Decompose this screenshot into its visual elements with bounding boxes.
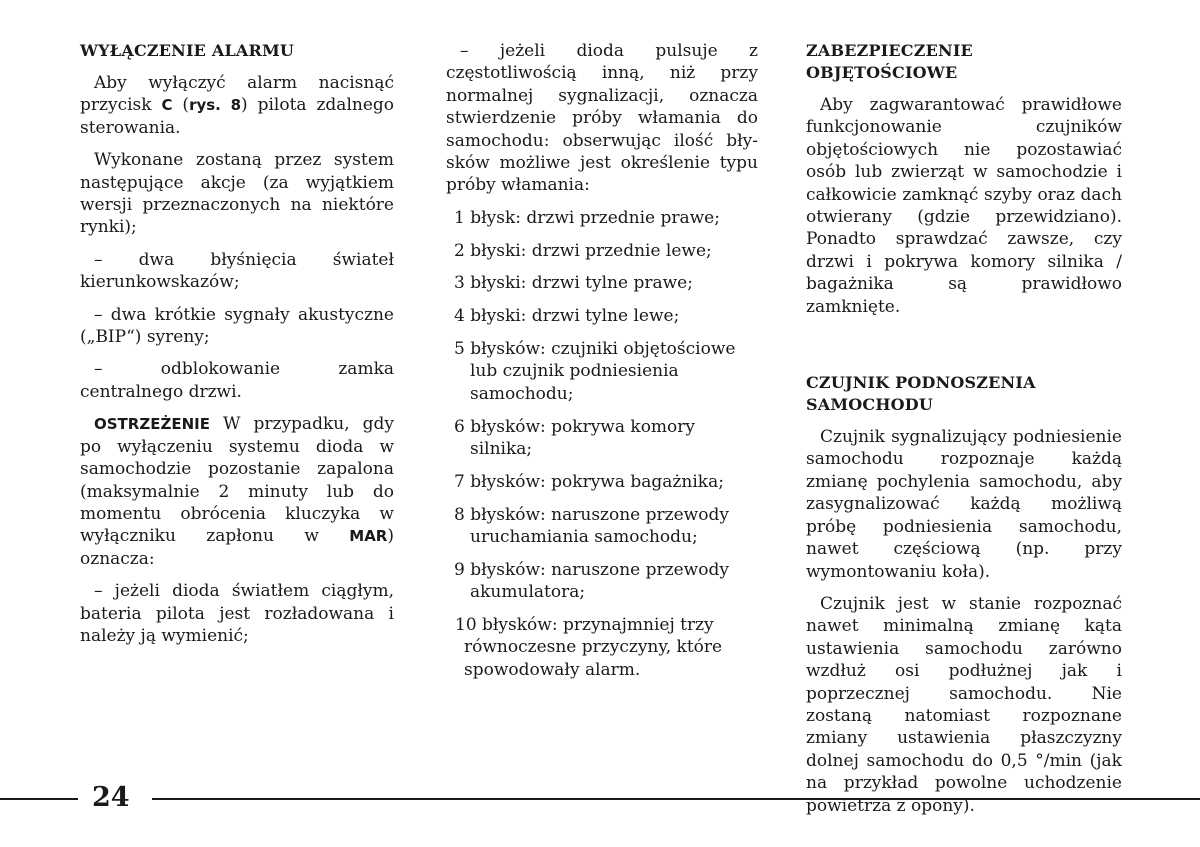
list-item: 2 błyski: drzwi przednie lewe;: [454, 240, 712, 261]
list-item: 1 błysk: drzwi przednie prawe;: [454, 207, 720, 228]
paragraph-battery: – jeżeli dioda światłem ciągłym, bateria pilota jest rozładowana i należy ją wymienić;: [80, 581, 394, 646]
button-c-ref: C: [161, 96, 173, 115]
list-item: 10 błysków: przynajmniej trzy równoczesne przyczyny, które spowodowały alarm.: [455, 615, 723, 680]
paragraph-volumetric: Aby zagwarantować prawidłowe funkcjonowanie czujników objętościowych nie pozostawiać osób lub zwierząt w samochodzie i całkowicie zamknąć szyby oraz dach otwierany (gdzie przewidziano). Ponadto sprawdzać zawsze, czy drzwi i pokrywa komory silnika / bagażnika są prawidłowo zamknięte.: [806, 95, 1122, 317]
paragraph-indicator-flash: – dwa błyśnięcia świateł kierunkowskazów;: [80, 249, 394, 293]
section-spacer: [806, 328, 1122, 372]
list-item: 7 błysków: pokrywa bagażnika;: [454, 471, 724, 492]
column-1: [80, 40, 394, 657]
flash-code-list: [446, 207, 758, 681]
list-item: 8 błysków: naruszone przewody uruchamiania samochodu;: [454, 504, 729, 548]
list-item: 3 błyski: drzwi tylne prawe;: [454, 273, 693, 294]
paragraph-warning: OSTRZEŻENIE W przypadku, gdy po wyłączeniu systemu dioda w samochodzie pozostanie zapalona (maksymalnie 2 minuty lub do momentu obrócenia kluczyka w wyłączniku zapłonu w MAR) oznacza:: [80, 414, 394, 569]
heading-lift-sensor: CZUJNIK PODNOSZENIA SAMOCHODU: [806, 373, 1036, 415]
list-item: 4 błyski: drzwi tylne lewe;: [454, 306, 680, 327]
paragraph-system-actions: Wykonane zostaną przez system następujące akcje (za wyjątkiem wersji przeznaczonych na niektóre rynki);: [80, 150, 394, 238]
footer-rule-left: [0, 798, 78, 800]
list-item: 9 błysków: naruszone przewody akumulatora;: [454, 559, 729, 603]
page-number: 24: [92, 782, 130, 813]
paragraph-lift-sensor: Czujnik sygnalizujący podniesienie samochodu rozpoznaje każdą zmianę pochylenia samochodu, aby zasygnalizować każdą możliwą próbę podniesienia samochodu, nawet częściową (np. przy wymontowaniu koła).: [806, 427, 1122, 582]
figure-ref: rys. 8: [189, 96, 242, 115]
heading-volumetric-protection: ZABEZPIECZENIE OBJĘTOŚCIOWE: [806, 41, 973, 82]
column-2: [446, 40, 758, 692]
paragraph-beep: – dwa krótkie sygnały akustyczne („BIP“) syreny;: [80, 304, 394, 348]
paragraph-lift-sensitivity: Czujnik jest w stanie rozpoznać nawet minimalną zmianę kąta ustawienia samochodu zarówno wzdłuż osi podłużnej jak i poprzecznej samochodu. Nie zostaną natomiast rozpoznane zmiany ustawienia płaszczyzny dolnej samochodu do 0,5 °/min (jak na przykład powolne uchodzenie powietrza z opony).: [806, 593, 1122, 816]
heading-alarm-off: WYŁĄCZENIE ALARMU: [80, 41, 295, 60]
list-item: 5 błysków: czujniki objętościowe lub czujnik podniesienia samochodu;: [454, 339, 736, 404]
mar-ref: MAR: [349, 527, 388, 546]
warning-label: OSTRZEŻENIE: [94, 415, 210, 434]
footer-rule-right: [152, 798, 1200, 800]
paragraph-unlock: – odblokowanie zamka centralnego drzwi.: [80, 359, 394, 402]
paragraph-pulsing-diode: – jeżeli dioda pulsuje z częstotliwością inną, niż przy normalnej sygnalizacji, oznacza stwierdzenie próby włamania do samochodu: obserwując ilość błysków możliwe jest określenie typu próby włamania:: [446, 41, 758, 196]
paragraph-alarm-off-instruction: Aby wyłączyć alarm nacisnąć przycisk C (rys. 8) pilota zdalnego sterowania.: [80, 73, 395, 138]
column-3: [806, 40, 1122, 827]
list-item: 6 błysków: pokrywa komory silnika;: [454, 416, 696, 460]
